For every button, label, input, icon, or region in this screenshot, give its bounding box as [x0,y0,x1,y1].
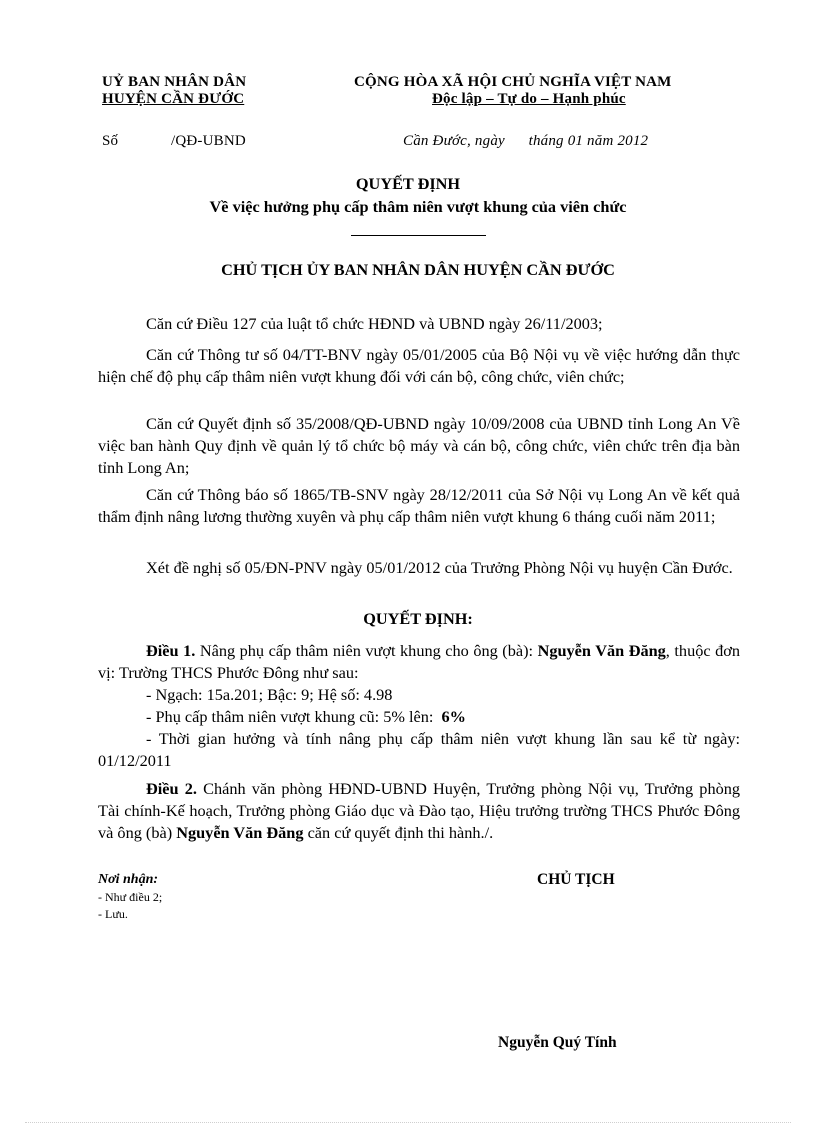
basis-1: Căn cứ Điều 127 của luật tổ chức HĐND và UBND ngày 26/11/2003; [146,314,603,333]
recipients-label: Nơi nhận: [98,872,159,887]
article-1 [98,640,740,684]
national-motto: Độc lập – Tự do – Hạnh phúc [432,91,626,107]
allowance-value: 6% [441,707,466,726]
article-2-person: Nguyễn Văn Đăng [176,823,304,842]
signer-title: CHỦ TỊCH [537,871,615,888]
allowance-text: - Phụ cấp thâm niên vượt khung cũ: 5% lên: [146,707,442,726]
article-2-text: Chánh văn phòng HĐND-UBND Huyện, Trưởng phòng Nội vụ, Trưởng phòng Tài chính-Kế hoạch, Trưởng phòng Giáo dục và Đào tạo, Hiệu trưởng trường THCS Phước Đông và ông (bà) [98,779,741,842]
recipient-2: - Lưu. [98,907,128,921]
article-1-effective: - Thời gian hưởng và tính nâng phụ cấp thâm niên vượt khung lần sau kể từ ngày: 01/12/2011 [98,729,740,770]
place-date: Cần Đước, ngày tháng 01 năm 2012 [403,133,649,149]
issuer-district: HUYỆN CẦN ĐƯỚC [102,91,245,107]
basis-5: Xét đề nghị số 05/ĐN-PNV ngày 05/01/2012 của Trưởng Phòng Nội vụ huyện Cần Đước. [146,558,733,577]
doc-subject: Về việc hưởng phụ cấp thâm niên vượt khung của viên chức [209,197,627,216]
basis-3: Căn cứ Quyết định số 35/2008/QĐ-UBND ngày 10/09/2008 của UBND tỉnh Long An Về việc ban hành Quy định về quản lý tổ chức bộ máy và cán bộ, công chức, viên chức trên địa bàn tỉnh Long An; [98,414,740,477]
article-1-grade: - Ngạch: 15a.201; Bậc: 9; Hệ số: 4.98 [146,685,393,704]
doc-number: /QĐ-UBND [171,133,246,149]
article-2-end: căn cứ quyết định thi hành./. [303,823,494,842]
basis-4: Căn cứ Thông báo số 1865/TB-SNV ngày 28/12/2011 của Sở Nội vụ Long An về kết quả thẩm định nâng lương thường xuyên và phụ cấp thâm niên vượt khung 6 tháng cuối năm 2011; [98,485,740,526]
title-divider [351,235,486,236]
basis-2: Căn cứ Thông tư số 04/TT-BNV ngày 05/01/2005 của Bộ Nội vụ về việc hướng dẫn thực hiện chế độ phụ cấp thâm niên vượt khung đối với cán bộ, công chức, viên chức; [98,345,740,386]
issuer-name: UỶ BAN NHÂN DÂN [102,74,247,90]
authority-title: CHỦ TỊCH ỦY BAN NHÂN DÂN HUYỆN CẦN ĐƯỚC [221,260,615,279]
national-title: CỘNG HÒA XÃ HỘI CHỦ NGHĨA VIỆT NAM [354,74,672,90]
article-1-unit: , thuộc đơn vị: Trường THCS Phước Đông như sau: [98,641,741,682]
doc-title: QUYẾT ĐỊNH [355,174,461,193]
signer-name: Nguyễn Quý Tính [498,1034,617,1051]
doc-number-label: Số [102,133,119,149]
recipient-1: - Như điều 2; [98,890,163,904]
article-1-text: Nâng phụ cấp thâm niên vượt khung cho ông (bà): [195,641,538,660]
article-1-allowance [146,706,466,728]
article-1-person: Nguyễn Văn Đăng [537,641,666,660]
decision-heading: QUYẾT ĐỊNH: [363,609,473,628]
article-1-label: Điều 1. [146,641,196,660]
article-2 [98,778,740,844]
article-2-label: Điều 2. [146,779,197,798]
